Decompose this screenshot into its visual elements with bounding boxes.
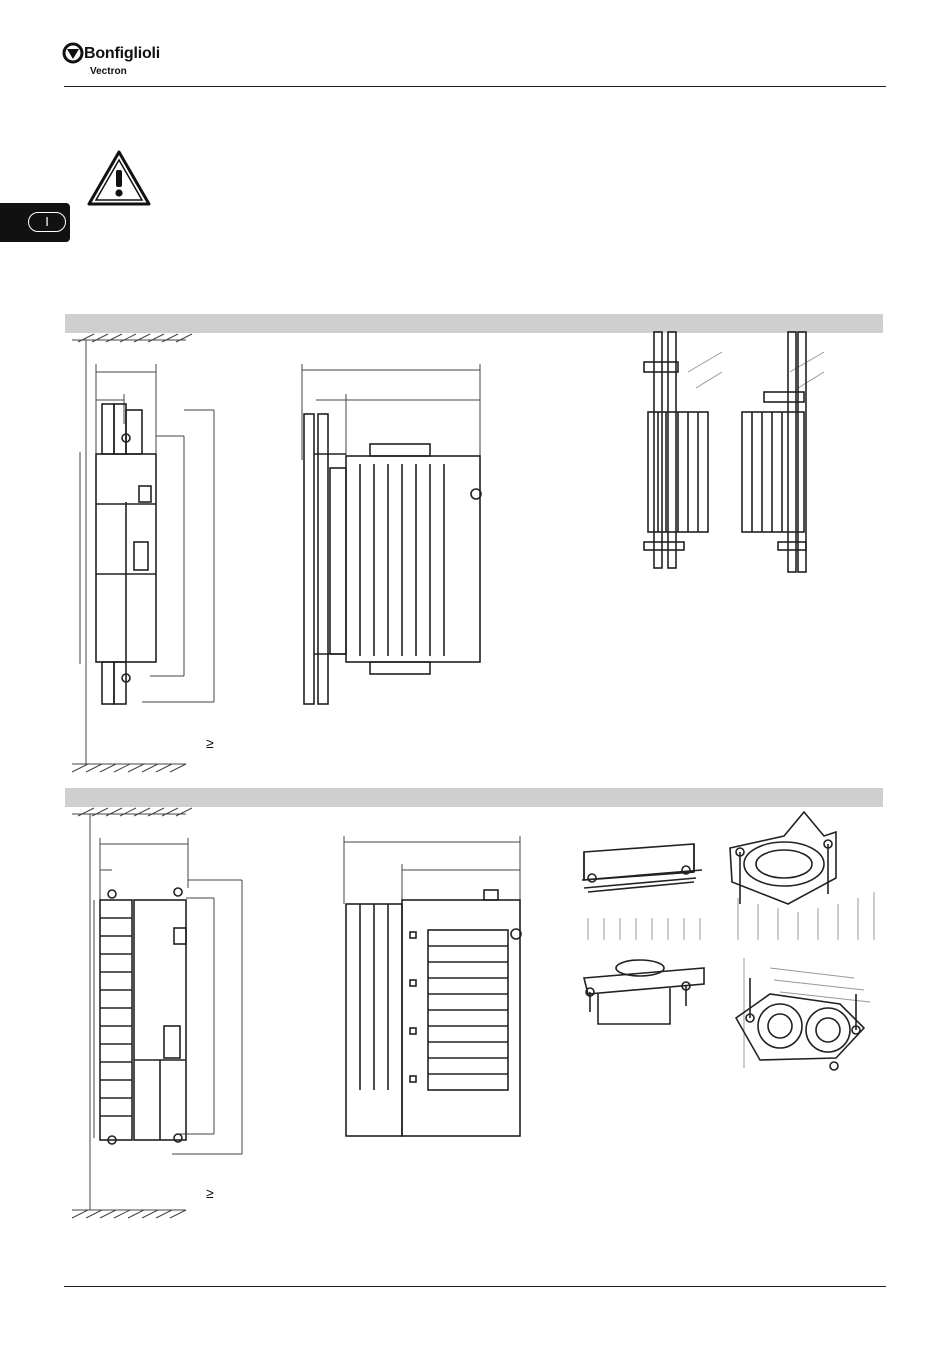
figure1-side-view <box>300 364 490 709</box>
figure1-band <box>65 314 883 333</box>
brand-name: Bonfiglioli <box>84 45 161 62</box>
header-rule <box>64 86 886 87</box>
figure1-clearance-symbol: ≥ <box>206 735 214 751</box>
figure2-front-view <box>66 808 256 1228</box>
figure1-front-view <box>66 334 226 774</box>
figure1-mounting-perspective <box>630 332 840 577</box>
figure2-band <box>65 788 883 807</box>
figure2-clearance-symbol: ≥ <box>206 1185 214 1201</box>
figure2-bracket-details <box>574 808 884 1088</box>
sub-brand-name: Vectron <box>90 66 127 77</box>
language-indicator: I <box>28 212 66 232</box>
figure2-side-view <box>338 834 528 1160</box>
footer-rule <box>64 1286 886 1287</box>
warning-icon <box>87 150 151 206</box>
